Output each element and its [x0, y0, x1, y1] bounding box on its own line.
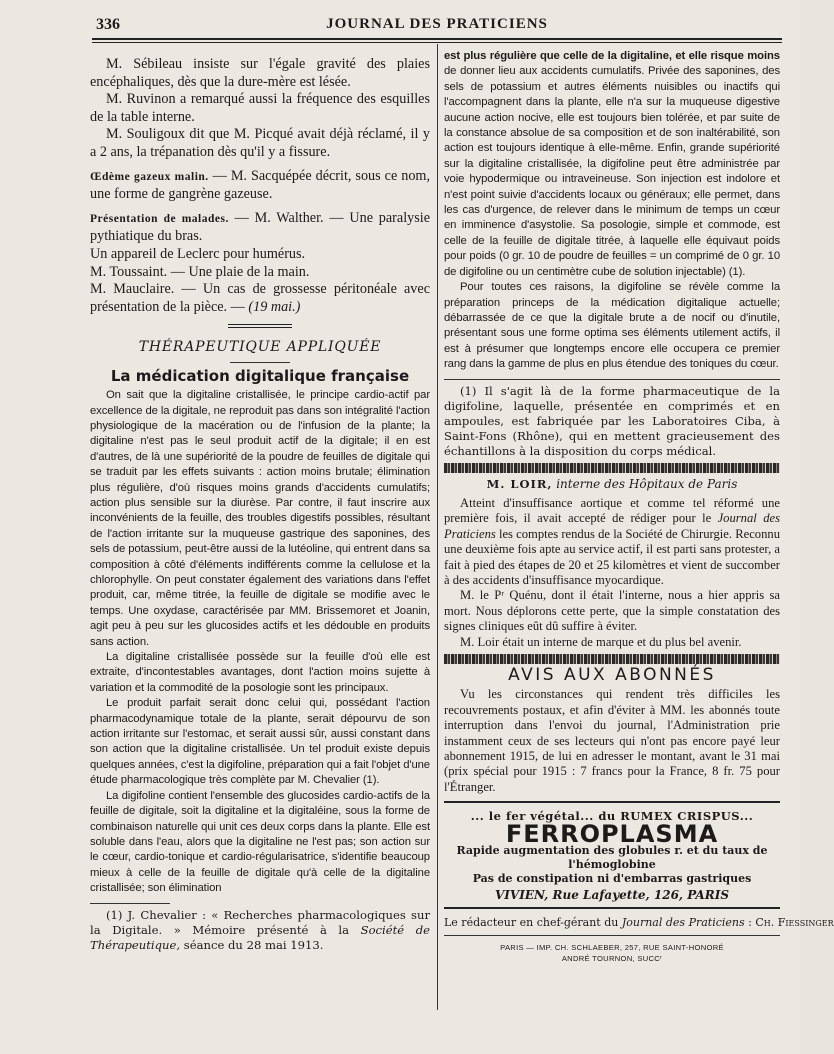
title-divider: [230, 362, 290, 363]
article-paragraph: On sait que la digitaline cristallisée, le principe cardio-actif par excellence de la digitale, ne reproduit pas dans son intégralité l'action physiologique de la macération ou de l'infusion de la plante; la digitaline n'est pas le seul produit actif de la digitale; il en est d'autres, de là une supériorité de la poudre de feuilles de digitale qui se traduit par les effets suivants : action moins brutale; élimination plus régulière, d'où risques moins grands d'accidents cumulatifs; action plus sensible sur la diurèse. Par contre, il faut inscrire aux inconvénients de la feuille, des troubles digestifs possibles, résultant de l'action irritante sur la muqueuse gastrique des saponines, des sels de potassium, peut-être aussi de la lutéoline, qui entrent dans sa composition à côté d'éléments indifférents comme la cellulose et la chlorophylle. On peut constater également des variations dans l'effet produit, car, même titrée, la feuille de digitale se modifie avec le temps. Une oxydase, caractérisée par MM. Brissemoret et Joanin, agit peu à peu sur les glucosides actifs et les dédouble en produits sans action.: [90, 389, 430, 648]
imprint-rule: [444, 935, 780, 936]
report-paragraph: Un appareil de Leclerc pour humérus.: [90, 245, 306, 262]
ornamental-band: [444, 654, 780, 664]
left-column: [90, 56, 430, 953]
obituary-paragraph: M. le Pʳ Quénu, dont il était l'interne, nous a hier appris sa mort. Nous déplorons cette perte, que la simple constatation des signes cliniques eût dû suffire à éviter.: [444, 588, 780, 634]
report-paragraph: M. Ruvinon a remarqué aussi la fréquence des esquilles de la table interne.: [90, 91, 430, 125]
notice-paragraph: Vu les circonstances qui rendent très difficiles les recouvrements postaux, et afin d'éviter à MM. les abonnés toute interruption dans l'envoi du journal, l'Administration prie instamment ceux de ses lecteurs qui n'ont pas encore payé leur abonnement 1915, de lui en adresser le montant, avant le 31 mai (prix spécial pour 1915 : 7 francs pour la France, 8 fr. 75 pour l'Étranger.: [444, 687, 780, 794]
header-rule: [92, 38, 782, 40]
page-number: 336: [96, 16, 120, 33]
page-header: [92, 14, 782, 38]
article-paragraph: La digitaline cristallisée possède sur la feuille d'où elle est extraite, d'incontestables avantages, dont l'action moins sujette à variation et la commodité de la posologie sont les principaux.: [90, 651, 430, 694]
right-column: [444, 49, 834, 964]
ornamental-band: [444, 463, 780, 473]
obituary-heading: M. LOIR, interne des Hôpitaux de Paris: [486, 476, 738, 491]
article-paragraph: Le produit parfait serait donc celui qui, possédant l'action pharmacodynamique totale de la plante, serait dépourvu de son action irritante sur l'estomac, et serait aussi sûr, aussi constant dans son action que la digitaline cristallisée. Un tel produit existe depuis quelques années, c'est la digifoline, préparation qui a fait l'objet d'une étude pharmacologique très complète par M. Chevalier (1).: [90, 697, 430, 787]
article-paragraph: La digifoline contient l'ensemble des glucosides cardio-actifs de la feuille de digitale, soit la digitaline et la digitaléine, sous la forme de combinaison naturelle qui unit ces deux corps dans la plante. Elle est soluble dans l'eau, alors que la digitaline ne l'est pas; son action sur le cœur, cardio-tonique et cardio-régularisatrice, s'identifie beaucoup mieux à celle de la feuille de digitale qu'à celle de la digitaline cristallisée; son élimination: [90, 789, 430, 895]
report-paragraph: M. Sébileau insiste sur l'égale gravité des plaies encéphaliques, dès que la dure-mère est lésée.: [90, 56, 430, 90]
journal-title: JOURNAL DES PRATICIENS: [326, 16, 548, 32]
footnote-rule: [444, 379, 780, 380]
ad-benefit: Pas de constipation ni d'embarras gastriques: [472, 872, 752, 886]
obituary-paragraph: M. Loir était un interne de marque et du plus bel avenir.: [460, 634, 742, 649]
article-paragraph: Pour toutes ces raisons, la digifoline se révèle comme la préparation princeps de la médication digitalique actuelle; débarrassée de ce que la digitale brute a de nocif ou d'inutile, présentant sous une forme optima ses éléments utilement actifs, il est à présumer que longtemps encore elle occupera ce premier rang dans la gamme de plus en plus étendue des toniques du cœur.: [444, 281, 780, 371]
ad-product-name: FERROPLASMA: [505, 819, 719, 848]
ad-address: VIVIEN, Rue Lafayette, 126, PARIS: [494, 888, 729, 903]
article-paragraph: est plus régulière que celle de la digitaline, et elle risque moins de donner lieu aux accidents cumulatifs. Privée des saponines, des sels de potassium et autres éléments nuisibles ou inactifs qui l'accompagnent dans la plante, elle n'a sur la muqueuse digestive aucune action nocive, elle est toujours bien tolérée, et par suite de la constance absolue de sa composition et de son inaltérabilité, son action est toujours identique à elle-même. Enfin, grande supériorité sur la digitaline cristallisée, la digifoline peut être administrée par voie hypodermique ou intraveineuse. Son injection est indolore et n'est point suivie d'accidents locaux ou généraux; elle permet, dans les cas d'urgence, de relever dans le minimum de temps un cœur en imminence d'asystolie. Sa posologie, simple et commode, est celle de la feuille de digitale titrée, à laquelle elle équivaut poids pour poids (0 gr. 10 de poudre de feuilles = un comprimé de 0 gr. 10 de digifoline ou un centimètre cube de solution injectable) (1).: [444, 50, 780, 278]
ad-benefit: Rapide augmentation des globules r. et du taux de l'hémoglobine: [456, 844, 768, 872]
article-title: La médication digitalique française: [110, 366, 410, 385]
column-divider: [437, 44, 438, 1010]
footnote: (1) J. Chevalier : « Recherches pharmacologiques sur la Digitale. » Mémoire présenté à la Société de Thérapeutique, séance du 28 mai 1913.: [90, 907, 430, 952]
section-title: THÉRAPEUTIQUE APPLIQUÉE: [138, 339, 382, 356]
subheading-oedeme: Œdème gazeux malin.: [90, 170, 209, 183]
footnote: (1) Il s'agit là de la forme pharmaceutique de la digifoline, laquelle, présentée en comprimés et en ampoules, est fabriquée par les Laboratoires Ciba, à Saint-Fons (Rhône), qui en mettent gracieusement des échantillons à la disposition du corps médical.: [444, 383, 780, 458]
obituary-paragraph: Atteint d'insuffisance aortique et comme tel réformé une première fois, il avait accepté de rédiger pour le Journal des Praticiens les comptes rendus de la Société de Chirurgie. Reconnu une deuxième fois apte au service actif, il est parti sans protester, a fait à pied des étapes de 20 et 25 kilomètres et vient de succomber à des accidents d'insuffisance myocardique.: [444, 495, 780, 587]
printer-imprint: PARIS — IMP. CH. SCHLAEBER, 257, RUE SAINT-HONORÉ ANDRÉ TOURNON, SUCCʳ: [500, 942, 724, 963]
ad-tagline: ... le fer végétal... du RUMEX CRISPUS...: [470, 809, 754, 824]
subheading-presentation: Présentation de malades.: [90, 212, 229, 225]
report-paragraph: M. Souligoux dit que M. Picqué avait déjà réclamé, il y a 2 ans, la trépanation dès qu'il y a fissure.: [90, 126, 430, 160]
notice-title: AVIS AUX ABONNÉS: [508, 665, 716, 685]
section-divider: [228, 324, 292, 328]
report-paragraph: M. Toussaint. — Une plaie de la main.: [90, 263, 310, 280]
editor-line: Le rédacteur en chef-gérant du Journal des Praticiens : Ch. Fiessinger: [444, 916, 834, 930]
report-paragraph: Présentation de malades. — M. Walther. — Une paralysie pythiatique du bras.: [90, 209, 430, 245]
ferroplasma-advertisement: [444, 801, 780, 909]
report-paragraph: M. Mauclaire. — Un cas de grossesse péritonéale avec présentation de la pièce. — (19 mai.): [90, 281, 430, 315]
footnote-rule: [90, 903, 170, 904]
report-paragraph: Œdème gazeux malin. — M. Sacquépée décrit, sous ce nom, une forme de gangrène gazeuse.: [90, 167, 430, 203]
header-rule-thin: [92, 42, 782, 43]
